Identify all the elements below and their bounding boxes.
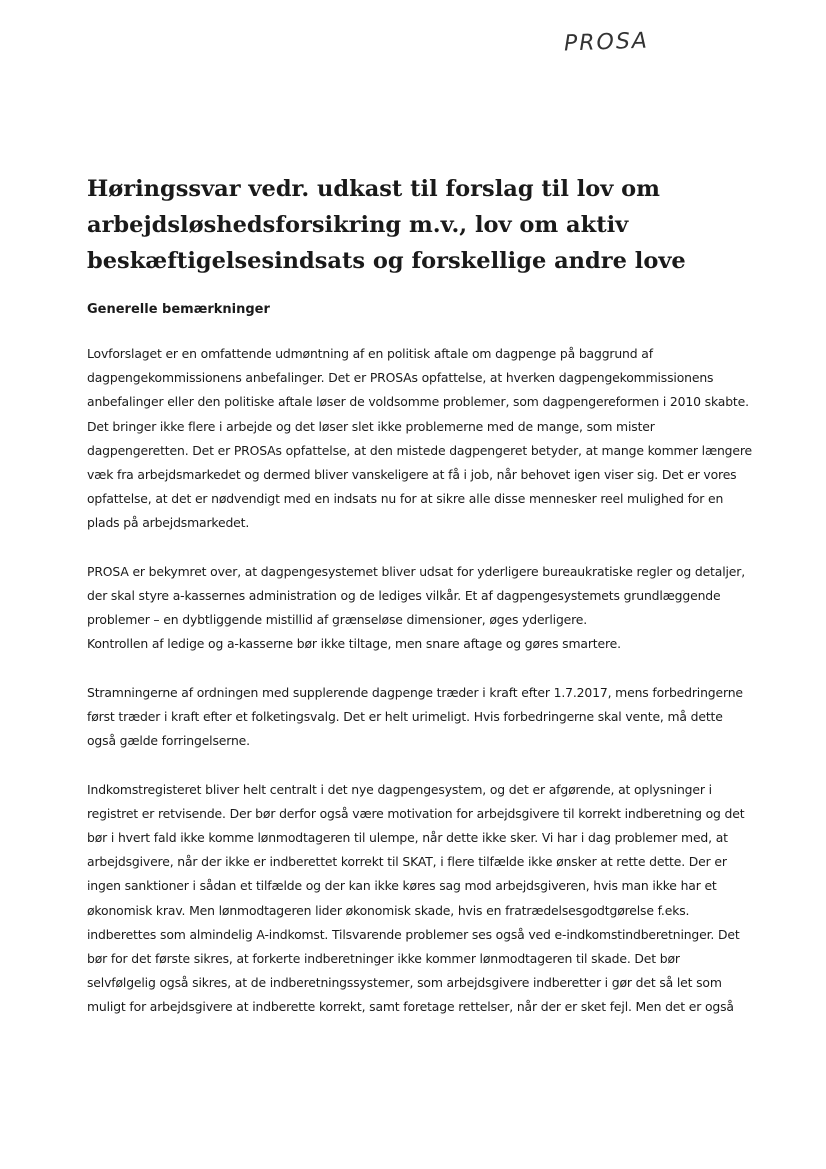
- text-line: arbejdsgivere, når der ikke er indberettet korrekt til SKAT, i flere tilfælde ikke ønsker at rette dette. Der er: [87, 854, 727, 870]
- text-line: dagpengekommissionens anbefalinger. Det er PROSAs opfattelse, at hverken dagpengekommissionens: [87, 370, 714, 386]
- text-line: plads på arbejdsmarkedet.: [87, 515, 250, 531]
- title-line: beskæftigelsesindsats og forskellige andre love: [87, 248, 686, 274]
- text-line: problemer – en dybtliggende mistillid af grænseløse dimensioner, øges yderligere.: [87, 612, 588, 628]
- paragraph-income-register: [87, 778, 747, 1020]
- section-heading: Generelle bemærkninger: [87, 302, 270, 317]
- text-line: PROSA er bekymret over, at dagpengesystemet bliver udsat for yderligere bureaukratiske regler og detaljer,: [87, 563, 745, 579]
- text-line: Lovforslaget er en omfattende udmøntning af en politisk aftale om dagpenge på baggrund af: [87, 346, 653, 361]
- handwritten-prosa-stamp: PROSA: [563, 28, 650, 57]
- text-line: Indkomstregisteret bliver helt centralt i det nye dagpengesystem, og det er afgørende, at oplysninger i: [87, 781, 712, 797]
- text-line: først træder i kraft efter et folketingsvalg. Det er helt urimeligt. Hvis forbedringerne skal vente, må dette: [87, 709, 723, 725]
- document-title: [87, 171, 747, 279]
- text-line: registret er retvisende. Der bør derfor også være motivation for arbejdsgivere til korrekt indberetning og det: [87, 805, 745, 821]
- text-line: Det bringer ikke flere i arbejde og det løser slet ikke problemerne med de mange, som mister: [87, 418, 655, 434]
- text-line: økonomisk krav. Men lønmodtageren lider økonomisk skade, hvis en fratrædelsesgodtgørelse f.eks.: [87, 902, 690, 918]
- text-line: der skal styre a-kassernes administration og de lediges vilkår. Et af dagpengesystemets grundlæggende: [87, 588, 721, 604]
- text-line: indberettes som almindelig A-indkomst. Tilsvarende problemer ses også ved e-indkomstindberetninger. Det: [87, 926, 740, 942]
- title-line: Høringssvar vedr. udkast til forslag til lov om: [87, 176, 660, 202]
- text-line: væk fra arbejdsmarkedet og dermed bliver vanskeligere at få i job, når behovet igen viser sig. Det er vores: [87, 467, 737, 483]
- paragraph-supplementary-benefits: [87, 681, 747, 754]
- text-line: Kontrollen af ledige og a-kasserne bør ikke tiltage, men snare aftage og gøres smartere.: [87, 636, 621, 652]
- text-line: opfattelse, at det er nødvendigt med en indsats nu for at sikre alle disse mennesker reel mulighed for en: [87, 491, 724, 507]
- text-line: muligt for arbejdsgivere at indberette korrekt, samt foretage rettelser, når der er sket fejl. Men det er også: [87, 999, 734, 1015]
- text-line: dagpengeretten. Det er PROSAs opfattelse, at den mistede dagpengeret betyder, at mange kommer længere: [87, 442, 752, 458]
- text-line: anbefalinger eller den politiske aftale løser de voldsomme problemer, som dagpengereformen i 2010 skabte.: [87, 394, 749, 410]
- title-line: arbejdsløshedsforsikring m.v., lov om aktiv: [87, 212, 629, 238]
- text-line: Stramningerne af ordningen med supplerende dagpenge træder i kraft efter 1.7.2017, mens forbedringerne: [87, 684, 743, 700]
- text-line: bør i hvert fald ikke komme lønmodtageren til ulempe, når dette ikke sker. Vi har i dag problemer med, at: [87, 830, 728, 846]
- text-line: ingen sanktioner i sådan et tilfælde og der kan ikke køres sag mod arbejdsgiveren, hvis man ikke har et: [87, 878, 717, 894]
- paragraph-bureaucracy: [87, 560, 747, 657]
- text-line: også gælde forringelserne.: [87, 733, 250, 749]
- document-body: [87, 342, 752, 1044]
- text-line: bør for det første sikres, at forkerte indberetninger ikke kommer lønmodtageren til skade. Det bør: [87, 951, 680, 967]
- paragraph-intro: [87, 342, 752, 536]
- text-line: selvfølgelig også sikres, at de indberetningssystemer, som arbejdsgivere indberetter i gør det så let som: [87, 975, 722, 991]
